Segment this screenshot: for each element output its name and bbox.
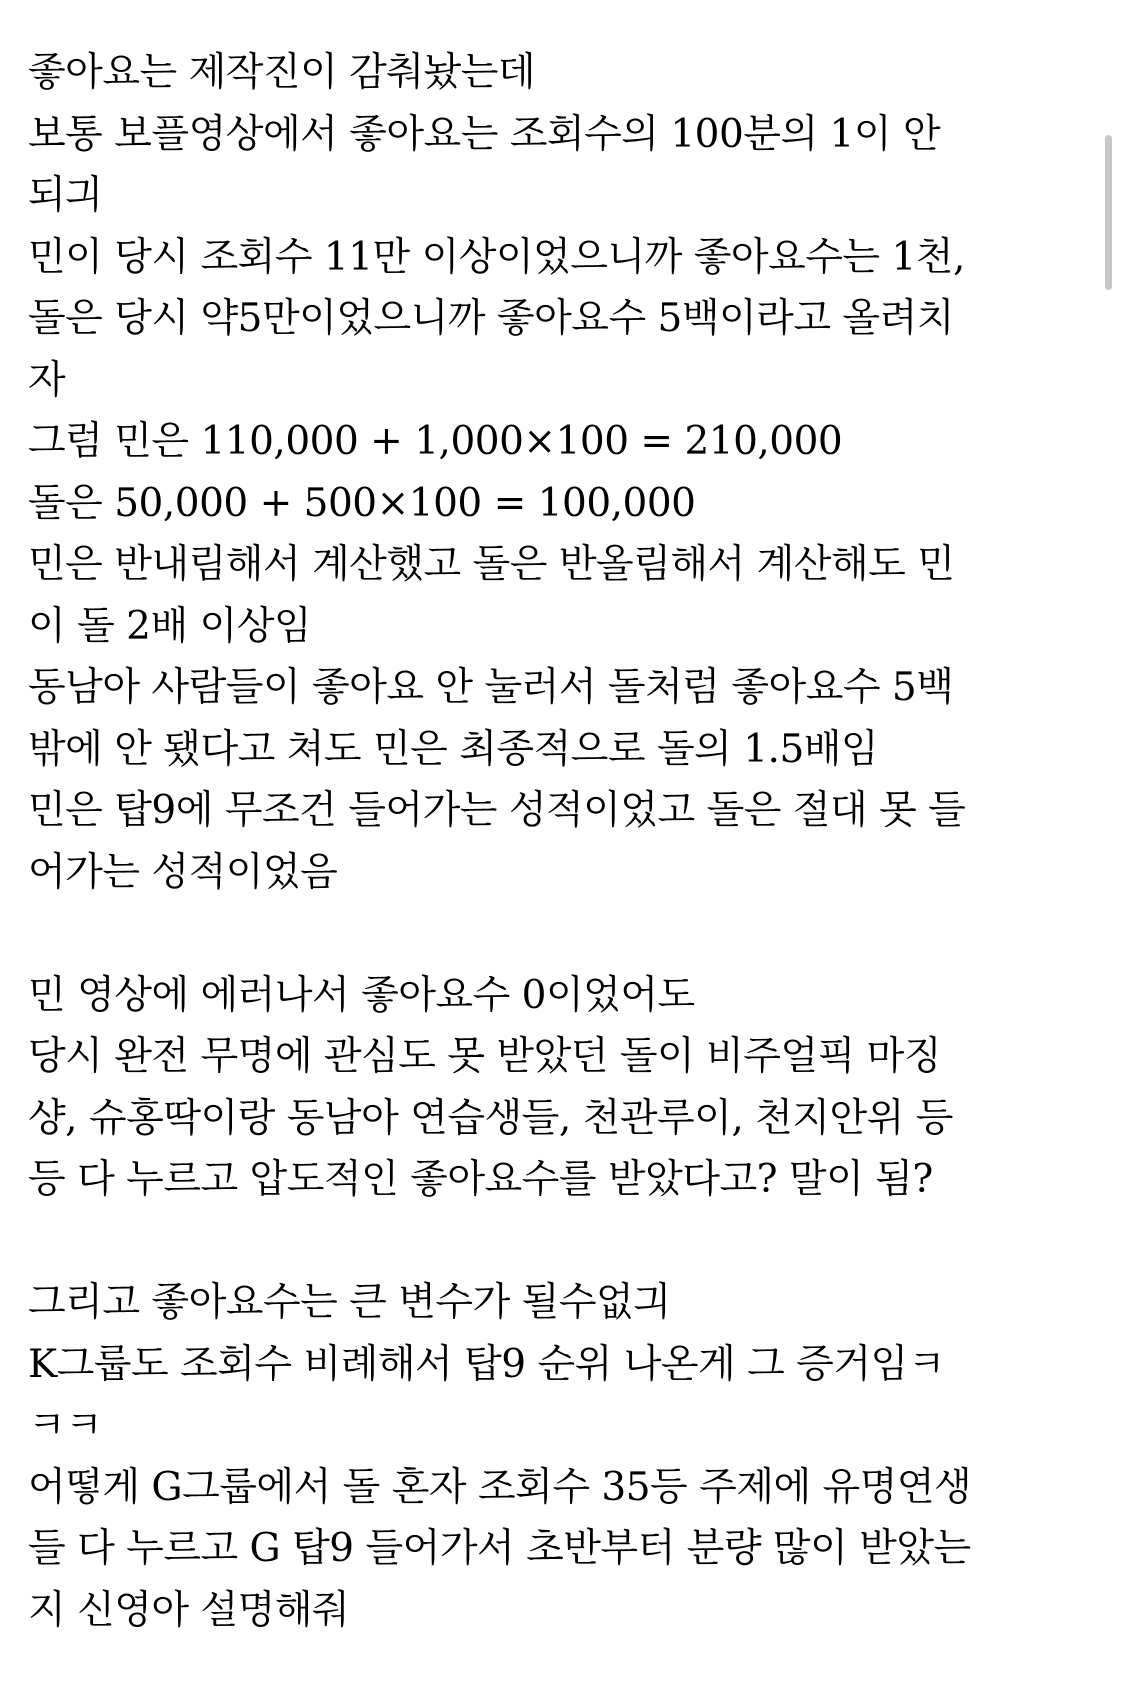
text-line: 좋아요는 제작진이 감춰놨는데 <box>28 50 536 95</box>
text-line: 당시 완전 무명에 관심도 못 받았던 돌이 비주얼픽 마징 <box>28 1034 942 1079</box>
text-line: 동남아 사람들이 좋아요 안 눌러서 돌처럼 좋아요수 5백 <box>28 665 954 710</box>
paragraph-gap <box>28 903 1088 965</box>
text-line: 자 <box>28 357 66 403</box>
text-line: 지 신영아 설명해줘 <box>28 1587 350 1633</box>
text-line: 되긔 <box>28 173 103 218</box>
post-body <box>28 42 1088 1641</box>
text-line: ㅋㅋ <box>28 1403 103 1448</box>
text-line: 등 다 누르고 압도적인 좋아요수를 받았다고? 말이 됨? <box>28 1157 933 1202</box>
text-line: 민은 탑9에 무조건 들어가는 성적이었고 돌은 절대 못 들 <box>28 788 966 833</box>
paragraph-gap <box>28 1211 1088 1273</box>
text-line: 어가는 성적이었음 <box>28 849 338 895</box>
scrollbar-thumb[interactable] <box>1105 135 1112 290</box>
text-line: 이 돌 2배 이상임 <box>28 603 312 649</box>
text-line: K그룹도 조회수 비례해서 탑9 순위 나온게 그 증거임ㅋ <box>28 1341 945 1387</box>
text-line: 민 영상에 에러나서 좋아요수 0이었어도 <box>28 972 695 1018</box>
text-line: 보통 보플영상에서 좋아요는 조회수의 100분의 1이 안 <box>28 111 941 157</box>
text-line: 그럼 민은 110,000 + 1,000×100 = 210,000 <box>28 419 843 464</box>
text-line: 어떻게 G그룹에서 돌 혼자 조회수 35등 주제에 유명연생 <box>28 1464 972 1510</box>
text-line: 돌은 당시 약5만이었으니까 좋아요수 5백이라고 올려치 <box>28 296 954 341</box>
text-line: 민이 당시 조회수 11만 이상이었으니까 좋아요수는 1천, <box>28 234 965 280</box>
text-line: 민은 반내림해서 계산했고 돌은 반올림해서 계산해도 민 <box>28 542 955 587</box>
text-line: 들 다 누르고 G 탑9 들어가서 초반부터 분량 많이 받았는 <box>28 1526 971 1571</box>
text-line: 돌은 50,000 + 500×100 = 100,000 <box>28 480 696 526</box>
text-line: 밖에 안 됐다고 쳐도 민은 최종적으로 돌의 1.5배임 <box>28 726 879 772</box>
text-line: 그리고 좋아요수는 큰 변수가 될수없긔 <box>28 1280 671 1325</box>
text-line: 샹, 슈홍딱이랑 동남아 연습생들, 천관루이, 천지안위 등 <box>28 1095 953 1141</box>
